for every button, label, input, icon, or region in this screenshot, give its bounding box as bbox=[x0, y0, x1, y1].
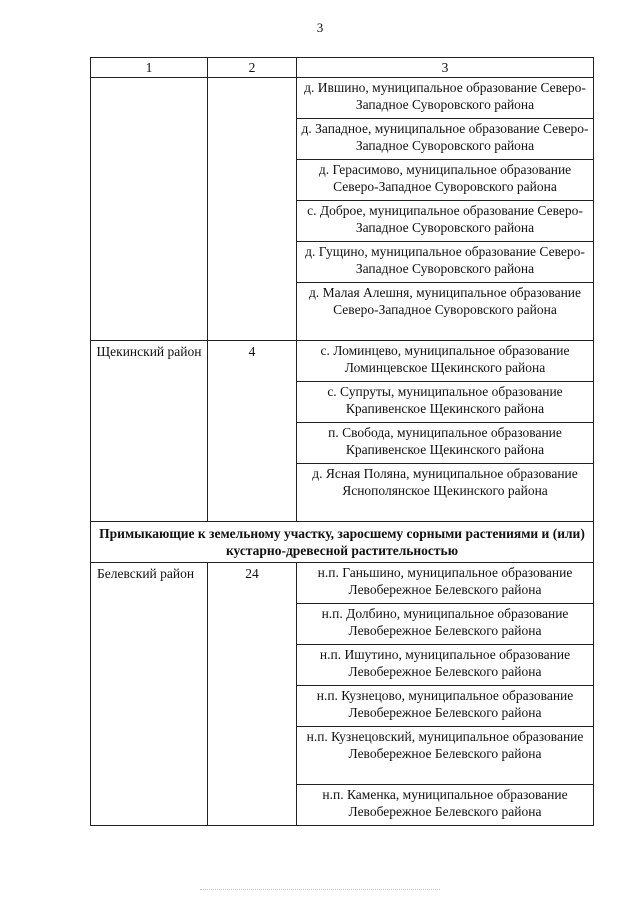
column-header-1: 1 bbox=[91, 58, 208, 78]
settlement-cell: н.п. Ишутино, муниципальное образование Левобережное Белевского района bbox=[297, 645, 594, 686]
settlement-cell: д. Малая Алешня, муниципальное образование Северо-Западное Суворовского района bbox=[297, 283, 594, 341]
count-cell: 24 bbox=[208, 563, 297, 826]
settlement-cell: н.п. Кузнецово, муниципальное образование Левобережное Белевского района bbox=[297, 686, 594, 727]
table-row bbox=[91, 341, 594, 382]
column-header-3: 3 bbox=[297, 58, 594, 78]
count-cell-empty bbox=[208, 78, 297, 341]
settlements-table bbox=[90, 57, 594, 826]
section-heading-row bbox=[91, 522, 594, 563]
settlement-cell: с. Супруты, муниципальное образование Крапивенское Щекинского района bbox=[297, 382, 594, 423]
settlement-cell: н.п. Долбино, муниципальное образование Левобережное Белевского района bbox=[297, 604, 594, 645]
scan-artifact-line bbox=[200, 889, 440, 892]
settlement-cell: с. Доброе, муниципальное образование Северо-Западное Суворовского района bbox=[297, 201, 594, 242]
count-cell: 4 bbox=[208, 341, 297, 522]
settlement-cell: н.п. Кузнецовский, муниципальное образование Левобережное Белевского района bbox=[297, 727, 594, 785]
table-row bbox=[91, 78, 594, 119]
settlement-cell: д. Западное, муниципальное образование Северо-Западное Суворовского района bbox=[297, 119, 594, 160]
district-cell: Белевский район bbox=[91, 563, 208, 826]
settlement-cell: п. Свобода, муниципальное образование Крапивенское Щекинского района bbox=[297, 423, 594, 464]
settlement-cell: н.п. Ганьшино, муниципальное образование Левобережное Белевского района bbox=[297, 563, 594, 604]
settlement-cell: с. Ломинцево, муниципальное образование Ломинцевское Щекинского района bbox=[297, 341, 594, 382]
table-row bbox=[91, 563, 594, 604]
settlement-cell: н.п. Каменка, муниципальное образование Левобережное Белевского района bbox=[297, 785, 594, 826]
page-number: 3 bbox=[316, 20, 324, 35]
settlement-cell: д. Герасимово, муниципальное образование Северо-Западное Суворовского района bbox=[297, 160, 594, 201]
settlement-cell: д. Ившино, муниципальное образование Северо-Западное Суворовского района bbox=[297, 78, 594, 119]
column-header-2: 2 bbox=[208, 58, 297, 78]
district-cell-empty bbox=[91, 78, 208, 341]
table-header-row bbox=[91, 58, 594, 78]
section-heading: Примыкающие к земельному участку, заросшему сорными растениями и (или) кустарно-древесной растительностью bbox=[91, 522, 594, 563]
settlement-cell: д. Ясная Поляна, муниципальное образование Яснополянское Щекинского района bbox=[297, 464, 594, 522]
district-cell: Щекинский район bbox=[91, 341, 208, 522]
settlement-cell: д. Гущино, муниципальное образование Северо-Западное Суворовского района bbox=[297, 242, 594, 283]
